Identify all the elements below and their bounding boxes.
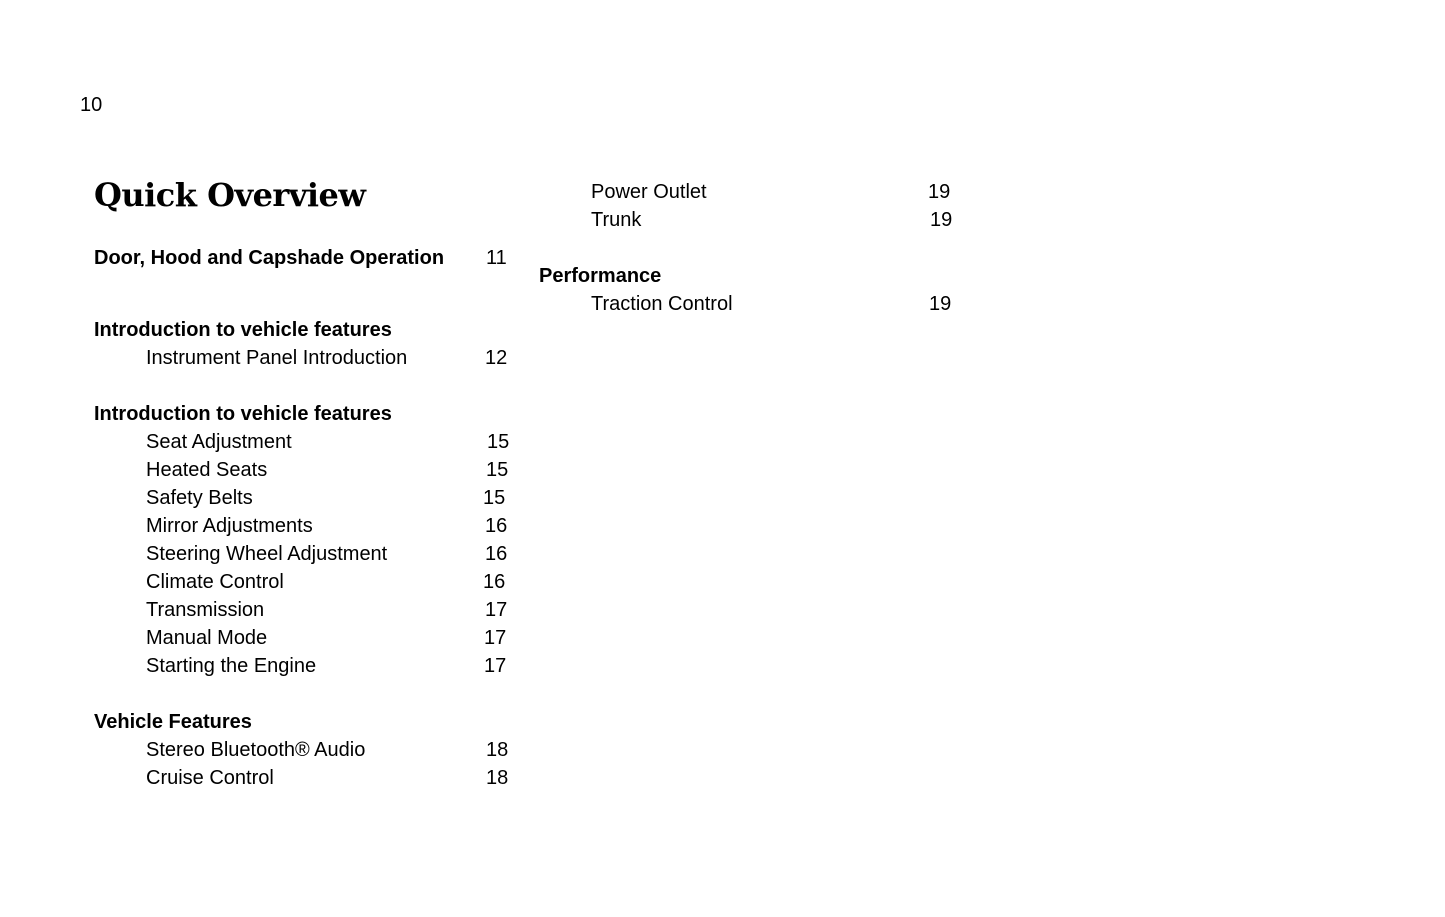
- toc-entry-label: Seat Adjustment: [146, 431, 292, 453]
- toc-entry-instrument-panel[interactable]: [146, 344, 516, 372]
- section-heading-label: Performance: [539, 265, 662, 287]
- toc-entry-transmission[interactable]: [146, 596, 516, 624]
- toc-entry-page: 12: [485, 347, 508, 369]
- page-number: 10: [80, 94, 103, 116]
- toc-entry-climate-control[interactable]: [146, 568, 516, 596]
- toc-entry-label: Trunk: [591, 209, 642, 231]
- section-heading-intro-1: [94, 316, 514, 344]
- toc-entry-page: 19: [930, 209, 953, 231]
- toc-entry-page: 19: [928, 181, 951, 203]
- toc-entry-page: 16: [485, 515, 508, 537]
- toc-entry-label: Steering Wheel Adjustment: [146, 543, 388, 565]
- section-heading-vehicle-features: [94, 708, 514, 736]
- toc-entry-power-outlet[interactable]: [591, 178, 961, 206]
- toc-entry-page: 18: [486, 767, 509, 789]
- toc-entry-page: 16: [485, 543, 508, 565]
- toc-entry-manual-mode[interactable]: [146, 624, 516, 652]
- toc-entry-label: Instrument Panel Introduction: [146, 347, 408, 369]
- toc-entry-page: 17: [484, 655, 507, 677]
- section-heading-label: Introduction to vehicle features: [94, 403, 392, 425]
- toc-entry-label: Climate Control: [146, 571, 284, 593]
- toc-entry-heated-seats[interactable]: [146, 456, 516, 484]
- section-heading-performance: [539, 262, 959, 290]
- toc-entry-label: Power Outlet: [591, 181, 707, 203]
- toc-entry-page: 19: [929, 293, 952, 315]
- page-title: Quick Overview: [94, 176, 366, 214]
- toc-entry-safety-belts[interactable]: [146, 484, 516, 512]
- toc-entry-mirror-adjustments[interactable]: [146, 512, 516, 540]
- section-heading-label: Introduction to vehicle features: [94, 319, 392, 341]
- toc-entry-page: 18: [486, 739, 509, 761]
- toc-entry-label: Heated Seats: [146, 459, 268, 481]
- toc-entry-label: Door, Hood and Capshade Operation: [94, 247, 445, 269]
- toc-entry-label: Manual Mode: [146, 627, 268, 649]
- toc-entry-stereo-audio[interactable]: [146, 736, 516, 764]
- toc-entry-label: Traction Control: [591, 293, 733, 315]
- toc-entry-traction-control[interactable]: [591, 290, 961, 318]
- section-heading-label: Vehicle Features: [94, 711, 252, 733]
- section-heading-intro-2: [94, 400, 514, 428]
- toc-entry-label: Mirror Adjustments: [146, 515, 313, 537]
- toc-entry-door-hood-capshade[interactable]: [94, 244, 514, 272]
- toc-entry-page: 15: [486, 459, 509, 481]
- toc-entry-steering-wheel[interactable]: [146, 540, 516, 568]
- toc-entry-page: 16: [483, 571, 506, 593]
- toc-entry-cruise-control[interactable]: [146, 764, 516, 792]
- toc-entry-starting-engine[interactable]: [146, 652, 516, 680]
- toc-entry-label: Cruise Control: [146, 767, 274, 789]
- toc-entry-trunk[interactable]: [591, 206, 961, 234]
- toc-entry-page: 17: [485, 599, 508, 621]
- toc-entry-label: Starting the Engine: [146, 655, 317, 677]
- toc-entry-seat-adjustment[interactable]: [146, 428, 516, 456]
- toc-entry-page: 11: [486, 247, 507, 269]
- toc-entry-page: 17: [484, 627, 507, 649]
- toc-entry-page: 15: [483, 487, 506, 509]
- toc-entry-label: Transmission: [146, 599, 265, 621]
- toc-entry-label: Stereo Bluetooth® Audio: [146, 739, 366, 761]
- toc-entry-label: Safety Belts: [146, 487, 253, 509]
- toc-entry-page: 15: [487, 431, 510, 453]
